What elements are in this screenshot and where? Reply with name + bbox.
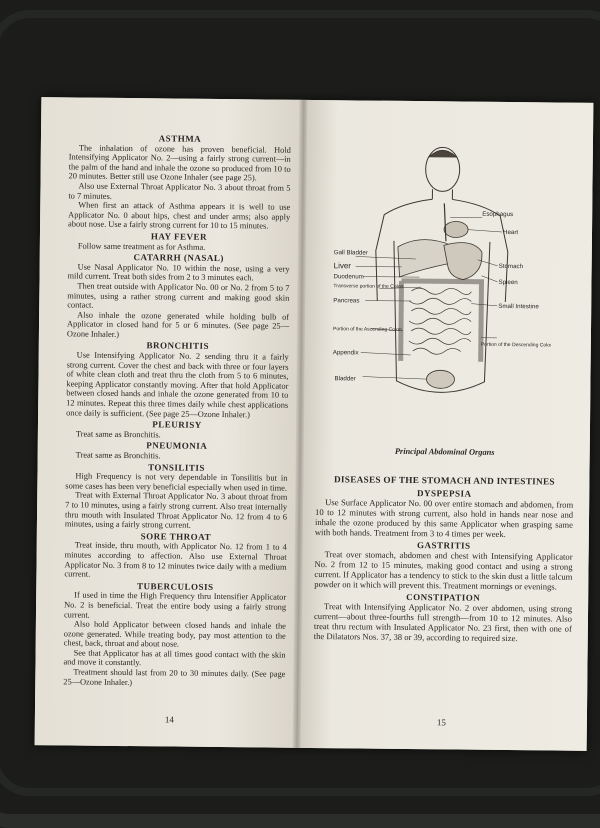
label-pancreas: Pancreas	[333, 297, 359, 304]
label-descending-colon: Portion of the Descending Colon	[481, 342, 553, 349]
paragraph: Treatment should last from 20 to 30 minutes daily. (See page 25—Ozone Inhaler.)	[63, 667, 285, 689]
left-page-text	[63, 131, 291, 689]
label-esophagus: Esophagus	[482, 211, 513, 218]
heading-bronchitis: BRONCHITIS	[67, 341, 289, 353]
stomach-shape	[444, 242, 483, 279]
paragraph: The inhalation of ozone has proven beneficial. Hold Intensifying Applicator No. 2—using a fairly strong current—in the palm of the hand and inhale the ozone so produced from 10 to 20 minutes. Better still use Ozone Inhaler (see page 25).	[69, 143, 291, 184]
label-stomach: Stomach	[499, 263, 524, 270]
label-bladder: Bladder	[334, 375, 355, 382]
heading-tonsilitis: TONSILITIS	[65, 462, 287, 474]
heading-tuberculosis: TUBERCULOSIS	[64, 581, 286, 593]
heading-gastritis: GASTRITIS	[315, 539, 573, 552]
label-appendix: Appendix	[333, 349, 360, 356]
figure-caption: Principal Abdominal Organs	[300, 446, 590, 458]
paragraph: High Frequency is not very dependable in Tonsilitis but in some cases has been very beneficial especially when used in time.	[65, 472, 287, 494]
label-liver: Liver	[334, 261, 352, 270]
heart-shape	[444, 221, 468, 237]
open-booklet	[35, 97, 594, 751]
label-gall-bladder: Gall Bladder	[334, 249, 368, 256]
page-number-right: 15	[437, 717, 446, 727]
paragraph: If used in time the High Frequency thru Intensifier Applicator No. 2 is beneficial. Treat the entire body using a fairly strong current.	[64, 591, 286, 622]
paragraph: Also hold Applicator between closed hands and inhale the ozone generated. While treating body, pay most attention to the chest, back, throat and about nose.	[64, 619, 286, 650]
label-duodenum: Duodenum	[334, 273, 364, 280]
paragraph: Treat inside, thru mouth, with Applicator No. 12 from 1 to 4 minutes according to affection. Also use External Throat Applicator No. 3 from 8 to 12 minutes twice daily with a medium current.	[64, 541, 286, 582]
paragraph: Follow same treatment as for Asthma.	[68, 241, 290, 253]
paragraph: Treat same as Bronchitis.	[66, 450, 288, 462]
heading-constipation: CONSTIPATION	[314, 591, 572, 604]
paragraph: When first an attack of Asthma appears it is well to use Applicator No. 0 about hips, chest and under arms; also apply about nose. Use a fairly strong current for 10 to 15 minutes.	[68, 201, 290, 232]
paragraph: Treat over stomach, abdomen and chest with Intensifying Applicator No. 2 from 12 to 15 minutes, making good contact and using a strong current. If Applicator has a tendency to stick to the skin dust a little talcum powder on it which will prevent this. Treatment mornings or evenings.	[314, 549, 572, 592]
heading-sore-throat: SORE THROAT	[65, 531, 287, 543]
paragraph: See that Applicator has at all times good contact with the skin and move it constantly.	[63, 648, 285, 670]
paragraph: Then treat outside with Applicator No. 00 or No. 2 from 5 to 7 minutes, using a rather strong current and making good skin contact.	[67, 281, 289, 312]
right-page	[297, 100, 594, 751]
paragraph: Use Nasal Applicator No. 10 within the nose, using a very mild current. Treat both sides from 2 to 3 minutes each.	[67, 262, 289, 284]
paragraph: Treat with External Throat Applicator No. 3 about throat from 7 to 10 minutes, using a fairly strong current. Also treat internally thru mouth with Insulated Throat Applicator No. 12 from 4 to 6 minutes, using a fairly strong current.	[65, 491, 287, 532]
abdominal-organs-illustration	[330, 140, 553, 462]
paragraph: Also use External Throat Applicator No. 3 about throat from 5 to 7 minutes.	[68, 181, 290, 203]
heading-catarrh-nasal: CATARRH (NASAL)	[68, 253, 290, 265]
right-page-text	[314, 474, 574, 644]
paragraph: Treat with Intensifying Applicator No. 2 over abdomen, using strong current—about three-fourths full strength—from 10 to 12 minutes. Also treat thru rectum with Insulated Applicator No. 23 first, then with one of the Dilatators Nos. 37, 38 or 39, according to required size.	[314, 601, 572, 644]
heading-hay-fever: HAY FEVER	[68, 231, 290, 243]
paragraph: Use Surface Applicator No. 00 over entire stomach and abdomen, from 10 to 12 minutes with strong current, also hold in hands near nose and inhale the ozone produced by this same Applicator when grasping same with both hands. Treatment from 3 to 4 times per week.	[315, 497, 573, 540]
label-small-intestine: Small Intestine	[498, 303, 539, 310]
heading-asthma: ASTHMA	[69, 133, 291, 145]
section-title: DISEASES OF THE STOMACH AND INTESTINES	[315, 474, 573, 487]
label-spleen: Spleen	[498, 279, 518, 286]
label-ascending-colon: Portion of the Ascending Colon	[333, 326, 402, 333]
heading-pneumonia: PNEUMONIA	[66, 441, 288, 453]
heading-dyspepsia: DYSPEPSIA	[315, 487, 573, 500]
heading-pleurisy: PLEURISY	[66, 420, 288, 432]
small-intestine-shape	[409, 288, 472, 355]
paragraph: Treat same as Bronchitis.	[66, 429, 288, 441]
paragraph: Also inhale the ozone generated while holding bulb of Applicator in closed hand for 5 or 6 minutes. (See page 25—Ozone Inhaler.)	[67, 310, 289, 341]
label-transverse-colon: Transverse portion of the Colon	[333, 283, 403, 290]
label-heart: Heart	[503, 229, 518, 236]
left-page	[35, 97, 304, 748]
bladder-shape	[426, 370, 454, 388]
paragraph: Use Intensifying Applicator No. 2 sending thru it a fairly strong current. Cover the chest and back with three or four layers of white clean cloth and treat thru the cloth from 5 to 6 minutes, keeping Applicator constantly moving. After that hold Applicator between closed hands and inhale the ozone generated from 10 to 12 minutes. Repeat this three times daily while chest applications once daily is sufficient. (See page 25—Ozone Inhaler.)	[66, 350, 289, 419]
page-number-left: 14	[165, 714, 174, 724]
